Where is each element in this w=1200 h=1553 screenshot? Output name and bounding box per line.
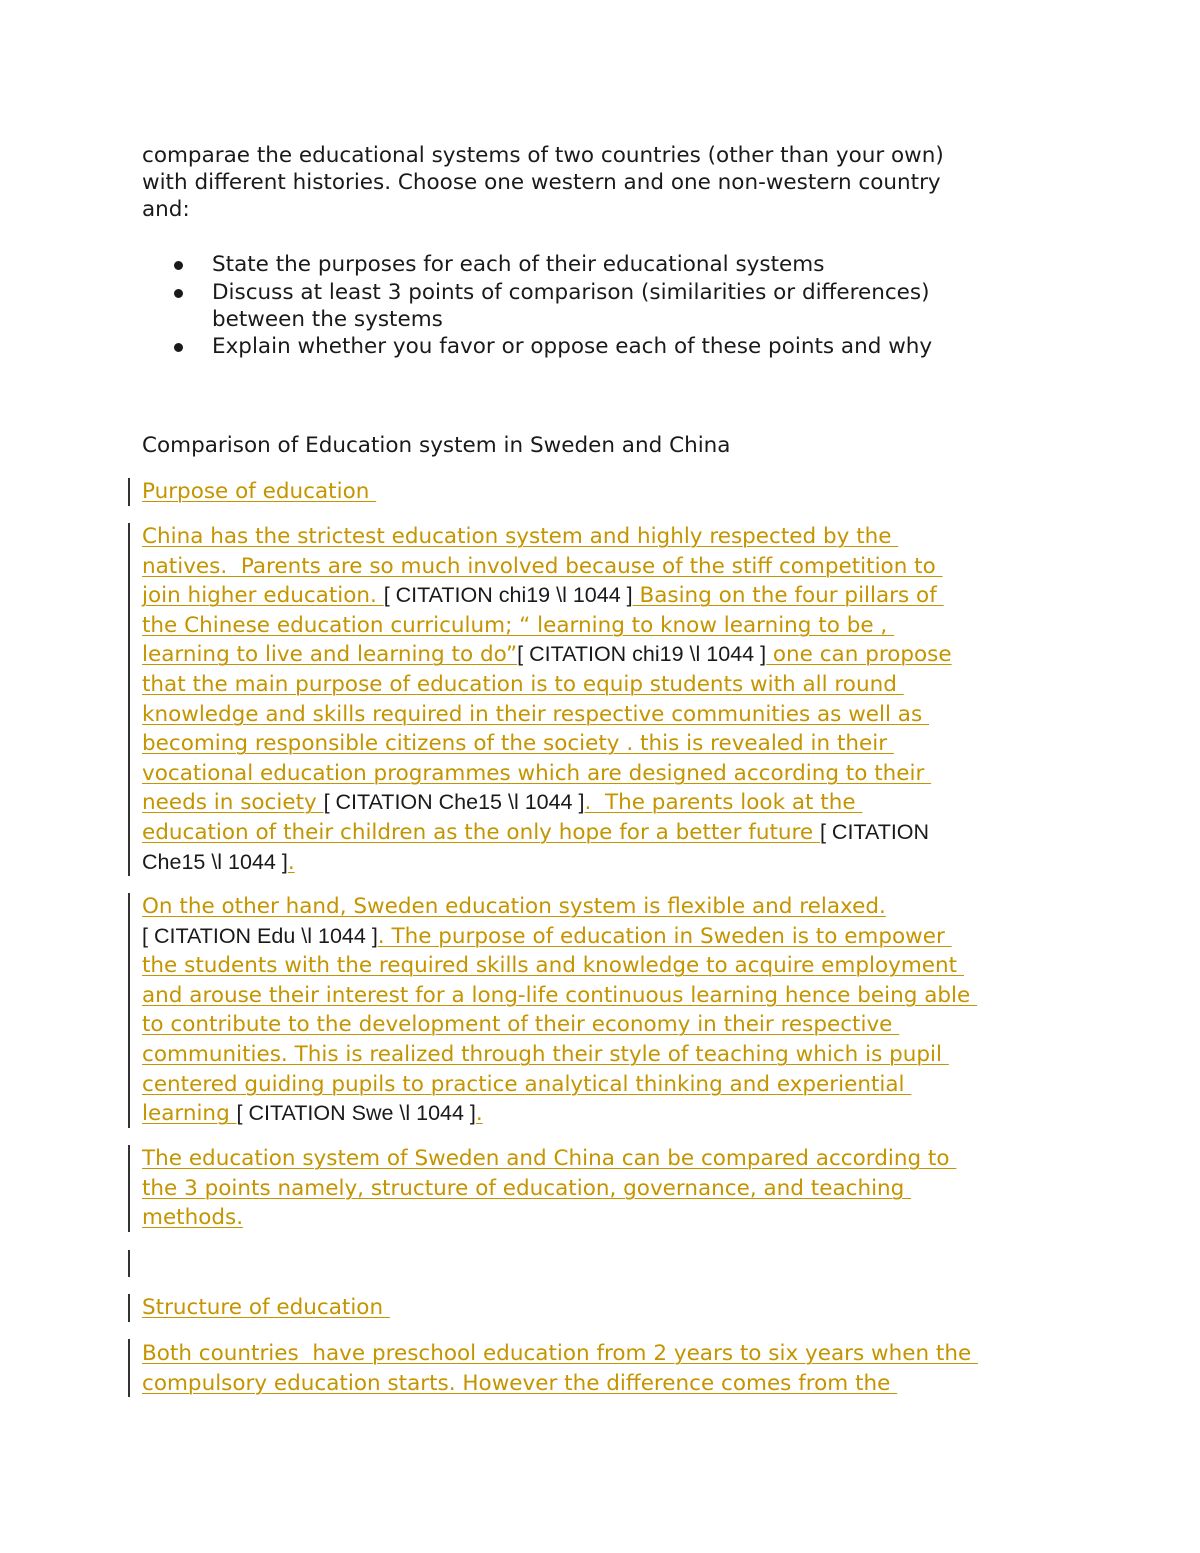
essay-title: Comparison of Education system in Sweden and China bbox=[142, 433, 731, 458]
citation-field: [ CITATION bbox=[819, 820, 930, 844]
paragraph-line bbox=[142, 1207, 243, 1229]
paragraph-line bbox=[142, 585, 944, 607]
tracked-insertion-text: one can propose bbox=[766, 642, 952, 668]
tracked-insertion-text: that the main purpose of education is to equip students with all round bbox=[142, 672, 904, 697]
bullet-item-continued: between the systems bbox=[212, 307, 443, 332]
bullet-item: Discuss at least 3 points of comparison (similarities or differences) bbox=[212, 280, 930, 305]
paragraph-line bbox=[142, 982, 978, 1008]
paragraph-line bbox=[142, 733, 894, 755]
tracked-insertion-text: On the other hand, Sweden education system is flexible and relaxed. bbox=[142, 894, 886, 919]
bullet-icon bbox=[174, 343, 183, 352]
tracked-insertion-text: . The purpose of education in Sweden is to empower bbox=[377, 923, 952, 949]
tracked-insertion-text: learning to live and learning to do” bbox=[142, 642, 518, 668]
tracked-insertion-text: communities. This is realized through their style of teaching which is pupil bbox=[142, 1042, 949, 1067]
paragraph-line bbox=[142, 553, 943, 579]
tracked-insertion-text: the 3 points namely, structure of education, governance, and teaching bbox=[142, 1175, 912, 1201]
tracked-insertion-text: knowledge and skills required in their respective communities as well as bbox=[142, 701, 929, 727]
tracked-insertion-text: methods. bbox=[142, 1205, 244, 1231]
heading-purpose: Purpose of education bbox=[142, 479, 377, 504]
paragraph-line bbox=[142, 849, 295, 875]
tracked-insertion-text: compulsory education starts. However the difference comes from the bbox=[142, 1370, 898, 1396]
tracked-insertion-text: becoming responsible citizens of the society . this is revealed in their bbox=[142, 731, 894, 757]
change-bar bbox=[128, 478, 130, 506]
tracked-insertion-text: the students with the required skills and knowledge to acquire employment bbox=[142, 953, 964, 979]
paragraph-line bbox=[142, 526, 898, 548]
tracked-insertion-text: centered guiding pupils to practice analytical thinking and experiential bbox=[142, 1071, 912, 1097]
tracked-insertion-text: . bbox=[287, 849, 295, 875]
tracked-insertion-text: The education system of Sweden and China can be compared according to bbox=[142, 1146, 957, 1171]
paragraph-line bbox=[142, 896, 886, 918]
prompt-line: with different histories. Choose one western and one non-western country bbox=[142, 170, 941, 195]
paragraph-line bbox=[142, 1343, 978, 1365]
paragraph-line bbox=[142, 1148, 956, 1170]
tracked-insertion-text: join higher education. bbox=[142, 583, 384, 609]
tracked-insertion-text: Basing on the four pillars of bbox=[632, 583, 944, 609]
change-bar bbox=[128, 1294, 130, 1322]
tracked-insertion-text: . bbox=[475, 1101, 483, 1127]
paragraph-line bbox=[142, 674, 904, 696]
tracked-insertion-text: the Chinese education curriculum; “ learning to know learning to be , bbox=[142, 612, 895, 638]
paragraph-line bbox=[142, 760, 932, 786]
citation-field: Che15 \l 1044 ] bbox=[142, 849, 288, 874]
paragraph-line bbox=[142, 955, 964, 977]
paragraph-line bbox=[142, 701, 929, 727]
citation-field: [ CITATION Che15 \l 1044 ] bbox=[323, 790, 585, 815]
paragraph-line bbox=[142, 792, 862, 814]
tracked-insertion-text: needs in society bbox=[142, 790, 324, 816]
bullet-icon bbox=[174, 289, 183, 298]
paragraph-line bbox=[142, 1044, 949, 1066]
change-bar bbox=[128, 523, 130, 876]
citation-field: [ CITATION Edu \l 1044 ] bbox=[142, 923, 378, 948]
prompt-line: and: bbox=[142, 197, 190, 222]
heading-structure: Structure of education bbox=[142, 1295, 390, 1320]
paragraph-line bbox=[142, 612, 895, 638]
citation-field: [ CITATION chi19 \l 1044 ] bbox=[383, 583, 633, 608]
tracked-insertion-text: education of their children as the only hope for a better future bbox=[142, 820, 820, 845]
tracked-insertion-text: learning bbox=[142, 1101, 237, 1127]
change-bar bbox=[128, 1339, 130, 1397]
bullet-icon bbox=[174, 261, 183, 270]
prompt-line: comparae the educational systems of two countries (other than your own) bbox=[142, 143, 944, 168]
paragraph-line bbox=[142, 822, 929, 844]
paragraph-line bbox=[142, 1014, 899, 1036]
tracked-insertion-text: natives. Parents are so much involved because of the stiff competition to bbox=[142, 553, 943, 579]
citation-field: [ CITATION chi19 \l 1044 ] bbox=[517, 642, 767, 667]
paragraph-line bbox=[142, 1175, 912, 1201]
paragraph-line bbox=[142, 1103, 483, 1125]
tracked-insertion-text: to contribute to the development of their economy in their respective bbox=[142, 1012, 900, 1038]
paragraph-line bbox=[142, 923, 952, 949]
paragraph-line bbox=[142, 1071, 912, 1097]
bullet-item: Explain whether you favor or oppose each of these points and why bbox=[212, 334, 933, 359]
change-bar bbox=[128, 1145, 130, 1232]
paragraph-line bbox=[142, 1370, 898, 1396]
tracked-insertion-text: China has the strictest education system and highly respected by the bbox=[142, 524, 899, 549]
bullet-item: State the purposes for each of their educational systems bbox=[212, 252, 825, 277]
tracked-insertion-text: vocational education programmes which are designed according to their bbox=[142, 760, 932, 786]
paragraph-line bbox=[142, 644, 952, 666]
change-bar bbox=[128, 1250, 130, 1277]
citation-field: [ CITATION Swe \l 1044 ] bbox=[236, 1101, 476, 1126]
tracked-insertion-text: . The parents look at the bbox=[584, 790, 863, 816]
change-bar bbox=[128, 893, 130, 1128]
tracked-insertion-text: Both countries have preschool education from 2 years to six years when the bbox=[142, 1341, 979, 1366]
tracked-insertion-text: and arouse their interest for a long-life continuous learning hence being able bbox=[142, 982, 978, 1008]
